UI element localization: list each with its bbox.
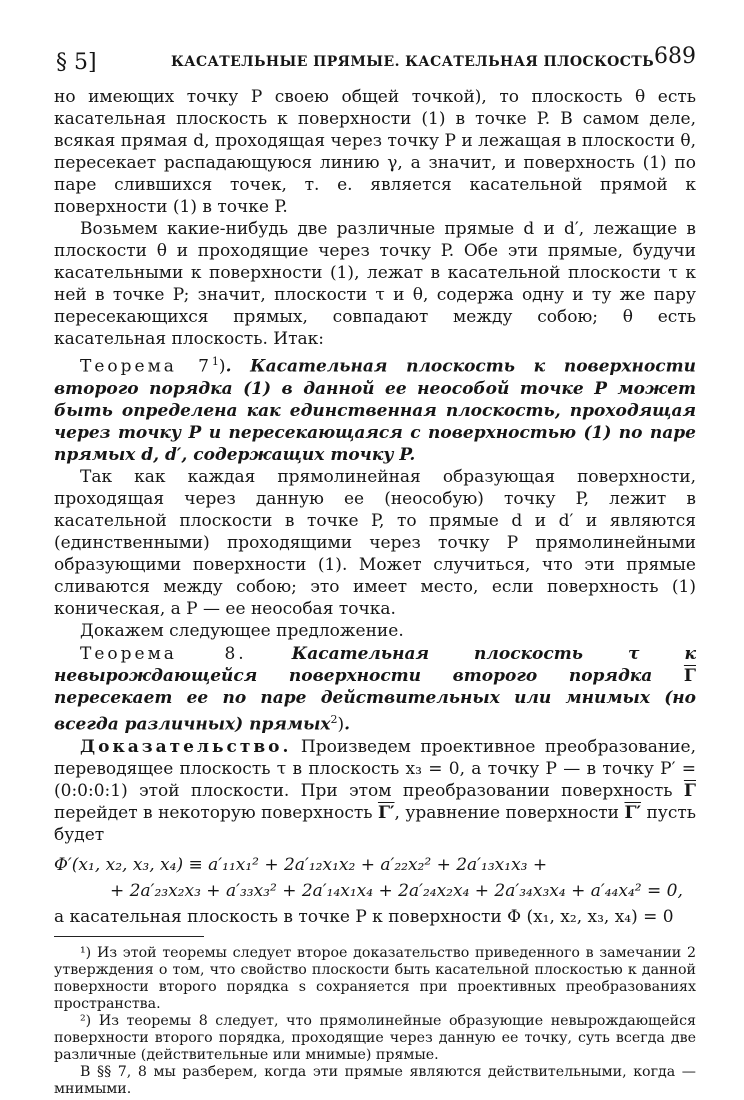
- theorem-8-text-a: Касательная плоскость τ к невырождающейся поверхности второго порядка: [54, 643, 696, 686]
- paragraph-1: но имеющих точку P своею общей точкой), то плоскость θ есть касательная плоскость к поверхности (1) в точке P. В самом деле, всякая прямая d, проходящая через точку P и лежащая в плоскости θ, пересекает распадающуюся линию γ, а значит, и поверхность (1) по паре слившихся точек, т. е. является касательной прямой к поверхности (1) в точке P.: [54, 87, 696, 217]
- theorem-8-label: Теорема 8.: [80, 643, 247, 664]
- theorem-7-text: . Касательная плоскость к поверхности второго порядка (1) в данной ее неособой точке P может быть определена как единственная плоскость, проходящая через точку P и пересекающаяся с поверхностью (1) по паре прямых d, d′, содержащих точку P.: [54, 356, 696, 465]
- theorem-8-text-c: .: [344, 714, 351, 735]
- proof-text-c: , уравнение поверхности: [394, 803, 625, 824]
- proof-text-a: Произведем проективное преобразование, переводящее плоскость τ в плоскость x₃ = 0, а точку P — в точку P′ = (0:0:0:1) этой плоскости. При этом преобразовании поверхность: [54, 737, 696, 802]
- page-number: 689: [654, 44, 696, 69]
- paragraph-4: Докажем следующее предложение.: [80, 620, 404, 641]
- theorem-7-label: Теорема 7: [80, 356, 212, 377]
- gamma-symbol: $\overline{\Gamma}$: [683, 665, 696, 686]
- gamma-symbol-2: $\overline{\Gamma}$: [683, 781, 696, 802]
- proof-label: Доказательство.: [80, 737, 292, 758]
- footnote-divider: [54, 936, 204, 937]
- section-label: § 5]: [56, 50, 97, 75]
- equation-line-1: Φ′(x₁, x₂, x₃, x₄) ≡ a′₁₁x₁² + 2a′₁₂x₁x₂ + a′₂₂x₂² + 2a′₁₃x₁x₃ +: [54, 855, 548, 876]
- footnote-1-mark: ¹): [80, 945, 92, 962]
- gamma-prime-symbol-2: Γ′: [624, 803, 642, 824]
- footnote-2-mark: ²): [80, 1013, 92, 1030]
- equation-line-2: + 2a′₂₃x₂x₃ + a′₃₃x₃² + 2a′₁₄x₁x₄ + 2a′₂₄x₂x₄ + 2a′₃₄x₃x₄ + a′₄₄x₄² = 0,: [110, 881, 683, 902]
- footnote-2: [54, 1013, 696, 1064]
- paragraph-2: Возьмем какие-нибудь две различные прямые d и d′, лежащие в плоскости θ и проходящие через точку P. Обе эти прямые, будучи касательными к поверхности (1), лежат в касательной плоскости τ к ней в точке P; значит, плоскости τ и θ, содержа одну и ту же пару пересекающихся прямых, совпадают между собою; θ есть касательная плоскость. Итак:: [54, 219, 696, 349]
- footnote-2-text: Из теоремы 8 следует, что прямолинейные образующие невырождающейся поверхности второго порядка, проходящие через данную ее точку, суть всегда две различные (действительные или мнимые) прямые.: [54, 1013, 696, 1064]
- footnote-ref-2: 2: [330, 712, 338, 726]
- theorem-7: Теорема $7^1$). Касательная плоскость к поверхности второго порядка (1) в данной ее неособой точке P может быть определена как единственная плоскость, проходящая через точку P и пересекающаяся с поверхностью (1) по паре прямых d, d′, содержащих точку P.: [54, 355, 696, 465]
- running-title: КАСАТЕЛЬНЫЕ ПРЯМЫЕ. КАСАТЕЛЬНАЯ ПЛОСКОСТЬ: [171, 54, 655, 70]
- footnote-1: [54, 945, 696, 1013]
- proof-text-d: пусть будет: [54, 803, 696, 846]
- page-body: [54, 86, 696, 1098]
- equation-line-3: а касательная плоскость в точке P к поверхности Φ (x₁, x₂, x₃, x₄) = 0: [54, 907, 674, 928]
- paragraph-3: Так как каждая прямолинейная образующая поверхности, проходящая через данную ее (неособую) точку P, лежит в касательной плоскости в точке P, то прямые d и d′ и являются (единственными) проходящими через точку P прямолинейными образующими поверхности (1). Может случиться, что эти прямые сливаются между собою; это имеет место, если поверхность (1) коническая, а P — ее неособая точка.: [54, 466, 696, 619]
- footnote-3: В §§ 7, 8 мы разберем, когда эти прямые являются действительными, когда — мнимыми.: [54, 1064, 696, 1098]
- theorem-8-text-b: пересекает ее по паре действительных или мнимых (но всегда различных) прямых: [54, 687, 696, 735]
- theorem-8: Теорема 8. Касательная плоскость τ к невырождающейся поверхности второго порядка $\overline{\Gamma}$ пересекает ее по паре действительных или мнимых (но всегда различных) прямых$^2$).: [54, 643, 696, 735]
- gamma-prime-symbol: Γ′: [377, 803, 395, 824]
- footnote-ref-1: 1: [211, 355, 219, 368]
- proof-text-b: перейдет в некоторую поверхность: [54, 803, 378, 824]
- proof: [54, 736, 696, 846]
- footnote-1-text: Из этой теоремы следует второе доказательство приведенного в замечании 2 утверждения о том, что свойство плоскости быть касательной плоскостью к данной поверхности второго порядка s сохраняется при проективных преобразованиях пространства.: [54, 945, 696, 1013]
- running-header: [56, 44, 696, 78]
